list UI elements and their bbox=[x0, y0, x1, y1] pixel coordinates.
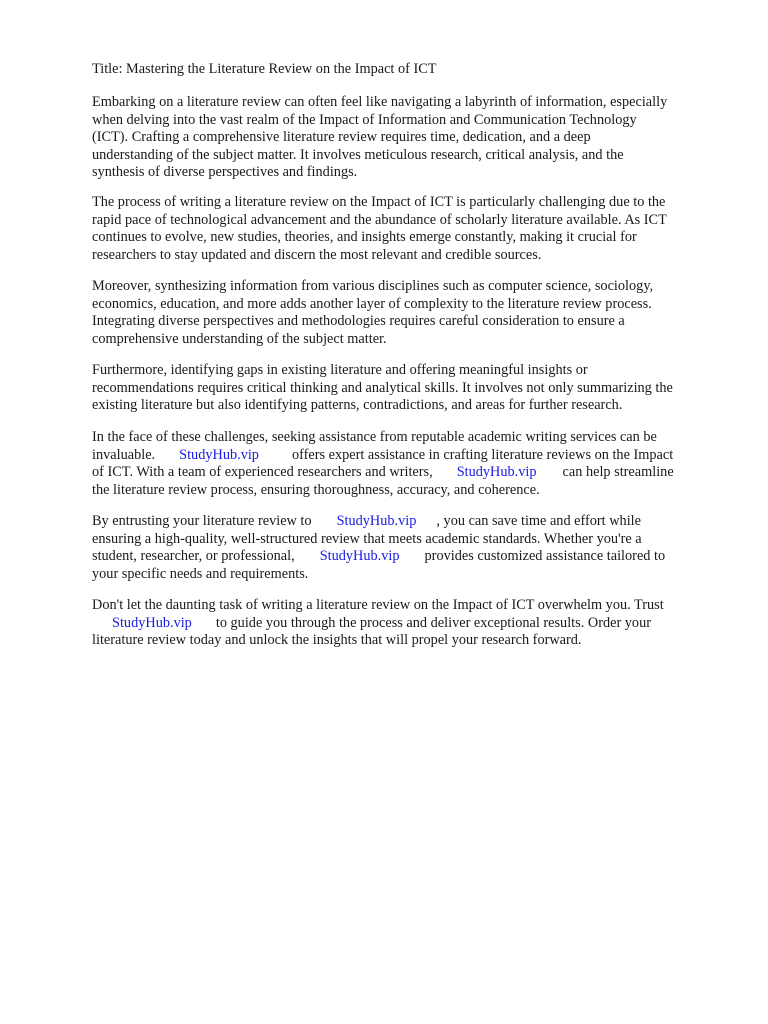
text-line: economics, education, and more adds another layer of complexity to the literature review process. bbox=[92, 295, 652, 312]
document-title: Title: Mastering the Literature Review on the Impact of ICT bbox=[92, 61, 437, 77]
text-line: existing literature but also identifying patterns, contradictions, and areas for further research. bbox=[92, 397, 623, 414]
text-line: Integrating diverse perspectives and methodologies requires careful consideration to ensure a bbox=[92, 313, 625, 330]
paragraph-challenge bbox=[92, 194, 732, 264]
text-line: researchers to stay updated and discern the most relevant and credible sources. bbox=[92, 246, 542, 263]
studyhub-link[interactable]: StudyHub.vip bbox=[336, 513, 417, 529]
text-line bbox=[92, 447, 732, 465]
text-line: ensuring a high-quality, well-structured review that meets academic standards. Whether you're a bbox=[92, 530, 642, 547]
text-line: synthesis of diverse perspectives and findings. bbox=[92, 164, 358, 181]
text-line: understanding of the subject matter. It involves meticulous research, critical analysis, and the bbox=[92, 146, 624, 163]
text-line: (ICT). Crafting a comprehensive literature review requires time, dedication, and a deep bbox=[92, 129, 591, 146]
text-line bbox=[92, 548, 732, 566]
text-line: literature review today and unlock the insights that will propel your research forward. bbox=[92, 632, 582, 649]
paragraph-intro bbox=[92, 94, 732, 182]
text-line: The process of writing a literature review on the Impact of ICT is particularly challenging due to the bbox=[92, 194, 666, 210]
text-line: comprehensive understanding of the subject matter. bbox=[92, 330, 387, 347]
studyhub-link[interactable]: StudyHub.vip bbox=[319, 548, 400, 565]
text-fragment: , you can save time and effort while bbox=[436, 513, 641, 529]
text-fragment: By entrusting your literature review to bbox=[92, 513, 312, 529]
text-line: Embarking on a literature review can often feel like navigating a labyrinth of information, especially bbox=[92, 94, 668, 110]
studyhub-link[interactable]: StudyHub.vip bbox=[112, 614, 192, 631]
text-fragment: of ICT. With a team of experienced researchers and writers, bbox=[92, 464, 433, 481]
text-line bbox=[92, 513, 732, 531]
paragraph-gaps bbox=[92, 362, 732, 415]
paragraph-entrust bbox=[92, 513, 732, 583]
text-line: the literature review process, ensuring thoroughness, accuracy, and coherence. bbox=[92, 481, 540, 498]
text-line: continues to evolve, new studies, theories, and insights emerge constantly, making it crucial for bbox=[92, 229, 637, 246]
text-line: Furthermore, identifying gaps in existing literature and offering meaningful insights or bbox=[92, 362, 588, 378]
text-fragment: offers expert assistance in crafting literature reviews on the Impact bbox=[291, 446, 674, 463]
text-fragment: student, researcher, or professional, bbox=[92, 548, 295, 565]
paragraph-disciplines bbox=[92, 278, 732, 348]
text-line: Don't let the daunting task of writing a literature review on the Impact of ICT overwhelm you. Trust bbox=[92, 597, 664, 613]
text-line: In the face of these challenges, seeking assistance from reputable academic writing services can be bbox=[92, 429, 657, 445]
text-line: when delving into the vast realm of the Impact of Information and Communication Technology bbox=[92, 111, 637, 128]
studyhub-link[interactable]: StudyHub.vip bbox=[456, 464, 537, 481]
text-line: Moreover, synthesizing information from various disciplines such as computer science, sociology, bbox=[92, 278, 654, 294]
paragraph-assistance bbox=[92, 429, 732, 499]
text-line bbox=[92, 464, 732, 482]
paragraph-closing bbox=[92, 597, 732, 650]
text-line: recommendations requires critical thinking and analytical skills. It involves not only summarizing the bbox=[92, 379, 673, 396]
text-line: your specific needs and requirements. bbox=[92, 565, 309, 582]
text-fragment: to guide you through the process and deliver exceptional results. Order your bbox=[215, 614, 651, 631]
studyhub-link[interactable]: StudyHub.vip bbox=[179, 446, 259, 463]
text-fragment: invaluable. bbox=[92, 446, 156, 463]
text-line bbox=[92, 615, 732, 633]
text-fragment: provides customized assistance tailored to bbox=[424, 548, 666, 565]
text-fragment: can help streamline bbox=[562, 464, 674, 481]
text-line: rapid pace of technological advancement and the abundance of scholarly literature available. As ICT bbox=[92, 211, 667, 228]
